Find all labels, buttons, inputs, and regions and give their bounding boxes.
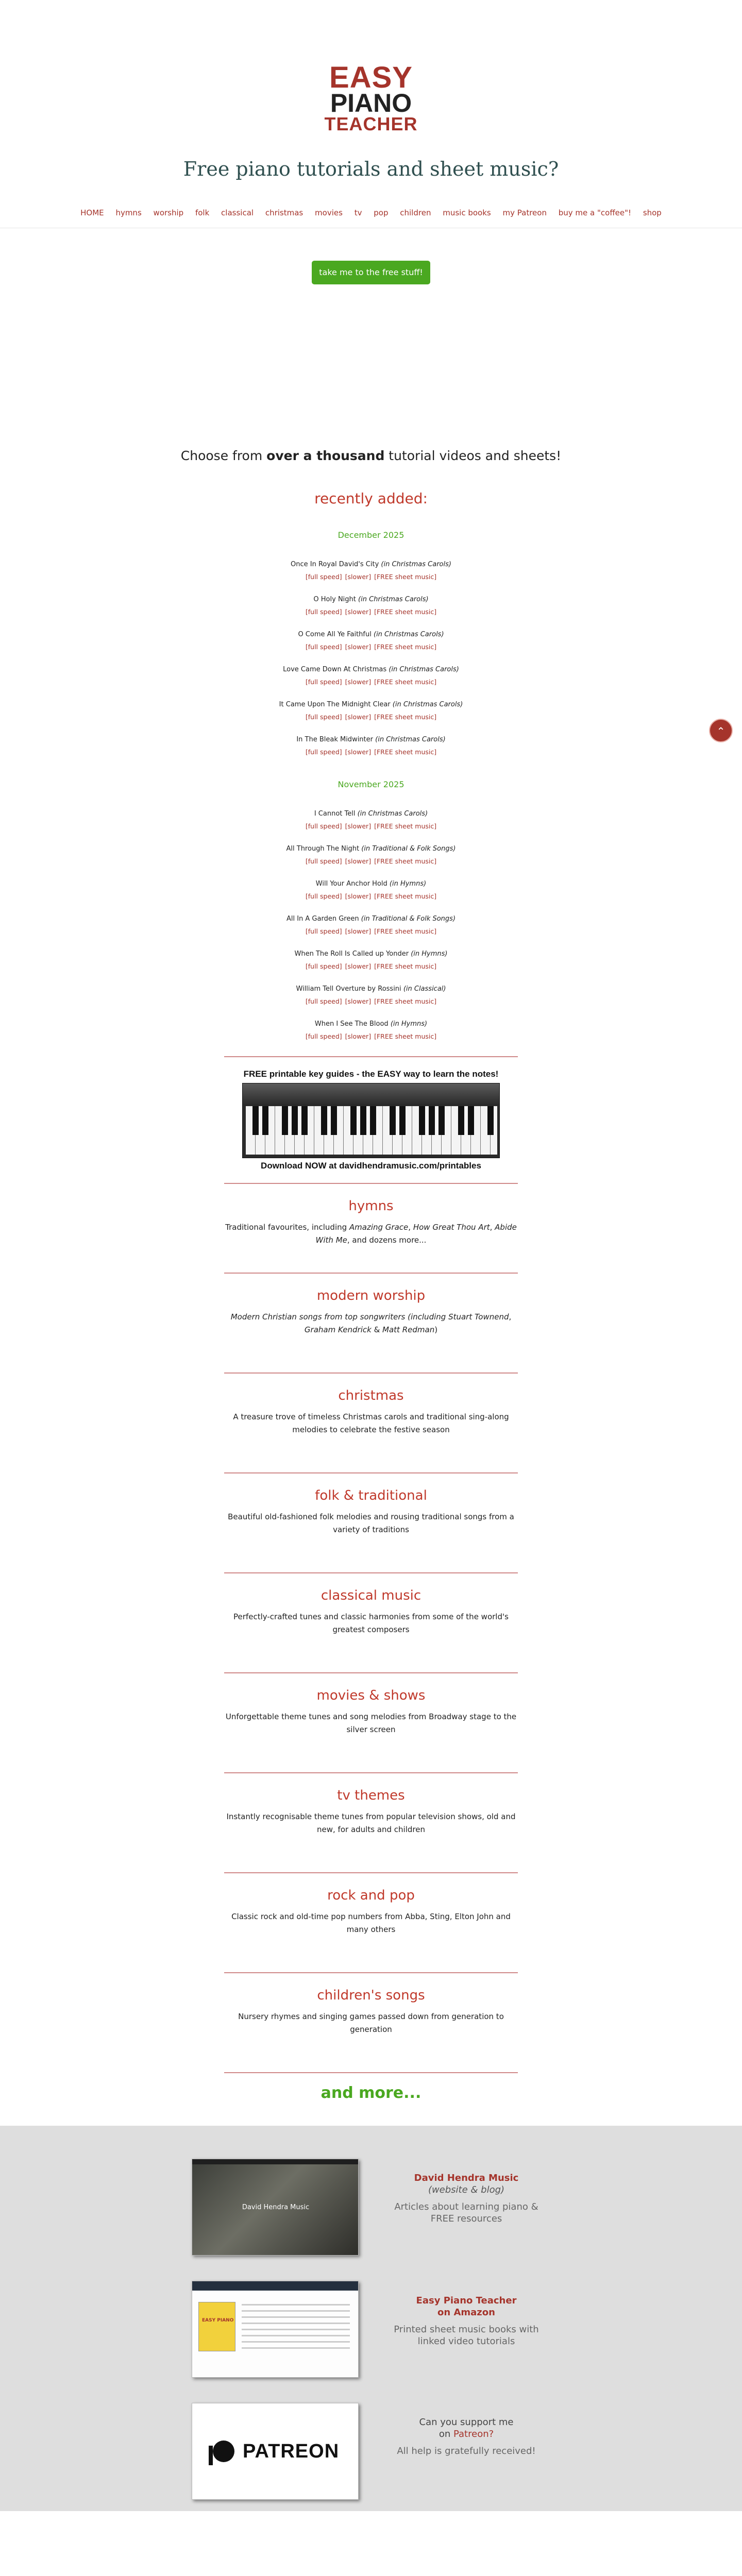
song-title: When I See The Blood	[314, 1020, 389, 1028]
patreon-card-text	[381, 2416, 551, 2457]
full-speed-link[interactable]: [full speed]	[305, 748, 342, 756]
song-links	[0, 712, 742, 733]
category-title[interactable]: children's songs	[317, 1988, 425, 2003]
list-item	[0, 592, 742, 607]
section-divider	[224, 1572, 518, 1573]
song-collection: (in Hymns)	[390, 1020, 428, 1028]
category-children[interactable]	[224, 1988, 518, 2036]
slower-link[interactable]: [slower]	[345, 608, 372, 616]
category-title[interactable]: folk & traditional	[315, 1488, 427, 1503]
list-item	[0, 663, 742, 677]
nav-classical[interactable]: classical	[221, 208, 254, 217]
song-title: It Came Upon The Midnight Clear	[279, 701, 391, 708]
category-movies[interactable]	[224, 1688, 518, 1736]
nav-tv[interactable]: tv	[354, 208, 362, 217]
slower-link[interactable]: [slower]	[345, 1032, 372, 1040]
slower-link[interactable]: [slower]	[345, 892, 372, 900]
list-item	[0, 982, 742, 996]
free-stuff-button[interactable]: take me to the free stuff!	[312, 261, 430, 284]
full-speed-link[interactable]: [full speed]	[305, 643, 342, 651]
slower-link[interactable]: [slower]	[345, 678, 372, 686]
blog-title-link[interactable]: David Hendra Music	[414, 2173, 519, 2183]
song-links	[0, 677, 742, 698]
nav-movies[interactable]: movies	[315, 208, 343, 217]
category-title[interactable]: movies & shows	[316, 1688, 426, 1703]
full-speed-link[interactable]: [full speed]	[305, 713, 342, 721]
sheet-music-link[interactable]: [FREE sheet music]	[374, 573, 437, 581]
nav-coffee[interactable]: buy me a "coffee"!	[558, 208, 632, 217]
nav-hymns[interactable]: hymns	[115, 208, 142, 217]
full-speed-link[interactable]: [full speed]	[305, 962, 342, 970]
choose-bold: over a thousand	[266, 448, 385, 463]
footer-links-panel	[0, 2126, 742, 2511]
patreon-description: All help is gratefully received!	[397, 2446, 536, 2456]
category-description: A treasure trove of timeless Christmas carols and traditional sing-along melodies to celebrate the festive season	[233, 1412, 509, 1434]
slower-link[interactable]: [slower]	[345, 962, 372, 970]
section-divider	[224, 2072, 518, 2073]
choose-heading	[0, 448, 742, 463]
book-cover-text: EASY PIANO	[202, 2318, 234, 2323]
song-collection: (in Christmas Carols)	[375, 736, 446, 743]
main-nav	[0, 208, 742, 217]
category-pop[interactable]	[224, 1888, 518, 1936]
section-divider	[224, 1872, 518, 1873]
amazon-card-text	[381, 2295, 551, 2347]
recently-added-heading: recently added:	[314, 490, 428, 507]
nav-folk[interactable]: folk	[195, 208, 210, 217]
song-collection: (in Christmas Carols)	[392, 701, 463, 708]
category-title[interactable]: classical music	[321, 1588, 421, 1603]
song-collection: (in Christmas Carols)	[374, 631, 444, 638]
sheet-music-link[interactable]: [FREE sheet music]	[374, 822, 437, 830]
patreon-logo-icon	[213, 2441, 234, 2462]
section-divider	[224, 1772, 518, 1773]
recently-added-list	[0, 529, 742, 1052]
song-links	[0, 926, 742, 947]
sheet-music-link[interactable]: [FREE sheet music]	[374, 892, 437, 900]
nav-worship[interactable]: worship	[153, 208, 184, 217]
full-speed-link[interactable]: [full speed]	[305, 857, 342, 865]
sheet-music-link[interactable]: [FREE sheet music]	[374, 643, 437, 651]
slower-link[interactable]: [slower]	[345, 997, 372, 1005]
full-speed-link[interactable]: [full speed]	[305, 997, 342, 1005]
amazon-description: Printed sheet music books with linked video tutorials	[394, 2324, 539, 2347]
patreon-link[interactable]: Patreon?	[453, 2429, 494, 2439]
song-links	[0, 891, 742, 912]
category-classical[interactable]	[224, 1588, 518, 1636]
sheet-music-link[interactable]: [FREE sheet music]	[374, 927, 437, 935]
blog-card-text	[381, 2172, 551, 2225]
sheet-music-link[interactable]: [FREE sheet music]	[374, 608, 437, 616]
category-christmas[interactable]	[224, 1388, 518, 1436]
full-speed-link[interactable]: [full speed]	[305, 822, 342, 830]
song-links	[0, 961, 742, 982]
list-item	[0, 947, 742, 961]
category-description: Traditional favourites, including Amazing Grace, How Great Thou Art, Abide With Me, and dozens more...	[225, 1223, 517, 1245]
nav-patreon[interactable]: my Patreon	[502, 208, 547, 217]
song-title: In The Bleak Midwinter	[296, 736, 373, 743]
amazon-card-image[interactable]	[192, 2281, 359, 2378]
patreon-wordmark: PATREON	[243, 2441, 340, 2462]
list-item	[0, 877, 742, 891]
category-description: Unforgettable theme tunes and song melodies from Broadway stage to the silver screen	[225, 1712, 517, 1734]
book-cover	[198, 2302, 235, 2351]
patreon-on: on	[439, 2429, 453, 2439]
section-divider	[224, 1183, 518, 1184]
category-title[interactable]: hymns	[348, 1198, 394, 1214]
song-title: All Through The Night	[286, 845, 360, 853]
blog-card-image[interactable]	[192, 2159, 359, 2256]
chevron-up-icon: ⌃	[716, 725, 726, 737]
list-item	[0, 1017, 742, 1031]
list-item	[0, 628, 742, 642]
nav-children[interactable]: children	[400, 208, 431, 217]
song-collection: (in Christmas Carols)	[358, 596, 429, 603]
slower-link[interactable]: [slower]	[345, 713, 372, 721]
section-divider	[224, 1972, 518, 1973]
song-title: William Tell Overture by Rossini	[296, 985, 401, 993]
song-title: Once In Royal David's City	[291, 561, 379, 568]
song-links	[0, 996, 742, 1017]
song-links	[0, 856, 742, 877]
category-title[interactable]: tv themes	[337, 1788, 405, 1803]
category-worship[interactable]	[224, 1288, 518, 1336]
category-folk[interactable]	[224, 1488, 518, 1536]
song-title: Will Your Anchor Hold	[315, 880, 387, 888]
song-links	[0, 747, 742, 768]
song-title: O Come All Ye Faithful	[298, 631, 372, 638]
slower-link[interactable]: [slower]	[345, 857, 372, 865]
nav-christmas[interactable]: christmas	[265, 208, 303, 217]
amazon-title-link-1[interactable]: Easy Piano Teacher	[416, 2295, 517, 2306]
nav-shop[interactable]: shop	[643, 208, 662, 217]
song-collection: (in Christmas Carols)	[389, 666, 459, 673]
category-title[interactable]: rock and pop	[327, 1888, 415, 1903]
song-collection: (in Traditional & Folk Songs)	[361, 845, 456, 853]
list-item	[0, 807, 742, 821]
keyboard-image	[242, 1083, 500, 1158]
song-collection: (in Christmas Carols)	[381, 561, 451, 568]
song-collection: (in Christmas Carols)	[357, 810, 428, 818]
section-divider	[224, 1372, 518, 1374]
song-collection: (in Hymns)	[411, 950, 448, 958]
song-links	[0, 642, 742, 663]
and-more-link[interactable]: and more...	[321, 2084, 421, 2102]
category-hymns[interactable]	[224, 1198, 518, 1247]
slower-link[interactable]: [slower]	[345, 573, 372, 581]
month-heading: November 2025	[338, 779, 404, 789]
song-title: All In A Garden Green	[286, 915, 359, 923]
category-description: Nursery rhymes and singing games passed down from generation to generation	[238, 2012, 504, 2034]
scroll-to-top-button[interactable]	[709, 719, 733, 742]
song-title: When The Roll Is Called up Yonder	[294, 950, 409, 958]
month-heading: December 2025	[338, 530, 404, 540]
choose-pre: Choose from	[180, 448, 267, 463]
category-description: Modern Christian songs from top songwriters (including Stuart Townend, Graham Kendrick & Matt Redman)	[230, 1312, 512, 1334]
full-speed-link[interactable]: [full speed]	[305, 892, 342, 900]
logo-easy: EASY	[329, 61, 413, 94]
song-links	[0, 572, 742, 592]
section-divider	[224, 1672, 518, 1673]
printables-bottom-text: Download NOW at davidhendramusic.com/printables	[261, 1161, 481, 1171]
logo-piano: PIANO	[330, 89, 412, 117]
slower-link[interactable]: [slower]	[345, 927, 372, 935]
section-divider	[224, 1472, 518, 1473]
sheet-music-link[interactable]: [FREE sheet music]	[374, 962, 437, 970]
amazon-title-link-2[interactable]: on Amazon	[437, 2307, 495, 2318]
song-links	[0, 821, 742, 842]
section-divider	[224, 1273, 518, 1274]
nav-pop[interactable]: pop	[374, 208, 389, 217]
sheet-music-link[interactable]: [FREE sheet music]	[374, 678, 437, 686]
category-tv[interactable]	[224, 1788, 518, 1836]
full-speed-link[interactable]: [full speed]	[305, 608, 342, 616]
blog-subtitle: (website & blog)	[428, 2184, 505, 2195]
patreon-card-image[interactable]	[192, 2403, 359, 2500]
full-speed-link[interactable]: [full speed]	[305, 927, 342, 935]
song-collection: (in Traditional & Folk Songs)	[361, 915, 456, 923]
song-links	[0, 1031, 742, 1052]
song-links	[0, 607, 742, 628]
choose-post: tutorial videos and sheets!	[384, 448, 562, 463]
nav-home[interactable]: HOME	[80, 208, 104, 217]
nav-music-books[interactable]: music books	[443, 208, 491, 217]
printables-banner[interactable]	[242, 1065, 500, 1174]
list-item	[0, 912, 742, 926]
sheet-music-link[interactable]: [FREE sheet music]	[374, 997, 437, 1005]
slower-link[interactable]: [slower]	[345, 822, 372, 830]
full-speed-link[interactable]: [full speed]	[305, 573, 342, 581]
list-item	[0, 557, 742, 572]
list-item	[0, 842, 742, 856]
song-collection: (in Classical)	[403, 985, 446, 993]
song-title: I Cannot Tell	[314, 810, 356, 818]
logo-teacher: TEACHER	[324, 113, 418, 134]
sheet-music-link[interactable]: [FREE sheet music]	[374, 1032, 437, 1040]
sheet-music-link[interactable]: [FREE sheet music]	[374, 748, 437, 756]
category-description: Beautiful old-fashioned folk melodies and rousing traditional songs from a variety of traditions	[228, 1512, 514, 1534]
song-collection: (in Hymns)	[389, 880, 427, 888]
list-item	[0, 733, 742, 747]
category-description: Classic rock and old-time pop numbers from Abba, Sting, Elton John and many others	[231, 1912, 511, 1934]
full-speed-link[interactable]: [full speed]	[305, 678, 342, 686]
section-divider	[224, 1056, 518, 1057]
page-tagline: Free piano tutorials and sheet music?	[183, 158, 559, 180]
sheet-music-link[interactable]: [FREE sheet music]	[374, 713, 437, 721]
category-title[interactable]: modern worship	[316, 1288, 426, 1303]
full-speed-link[interactable]: [full speed]	[305, 1032, 342, 1040]
patreon-line-1: Can you support me	[419, 2417, 514, 2428]
slower-link[interactable]: [slower]	[345, 643, 372, 651]
slower-link[interactable]: [slower]	[345, 748, 372, 756]
site-logo[interactable]	[0, 61, 742, 134]
sheet-music-link[interactable]: [FREE sheet music]	[374, 857, 437, 865]
blog-description: Articles about learning piano & FREE resources	[394, 2201, 538, 2224]
list-item	[0, 698, 742, 712]
printables-top-text: FREE printable key guides - the EASY way to learn the notes!	[243, 1069, 499, 1079]
category-title[interactable]: christmas	[338, 1388, 404, 1403]
song-title: O Holy Night	[313, 596, 356, 603]
song-title: Love Came Down At Christmas	[283, 666, 387, 673]
category-description: Perfectly-crafted tunes and classic harmonies from some of the world's greatest composers	[233, 1612, 509, 1634]
blog-image-text: David Hendra Music	[242, 2204, 310, 2211]
category-description: Instantly recognisable theme tunes from popular television shows, old and new, for adults and children	[226, 1812, 516, 1834]
